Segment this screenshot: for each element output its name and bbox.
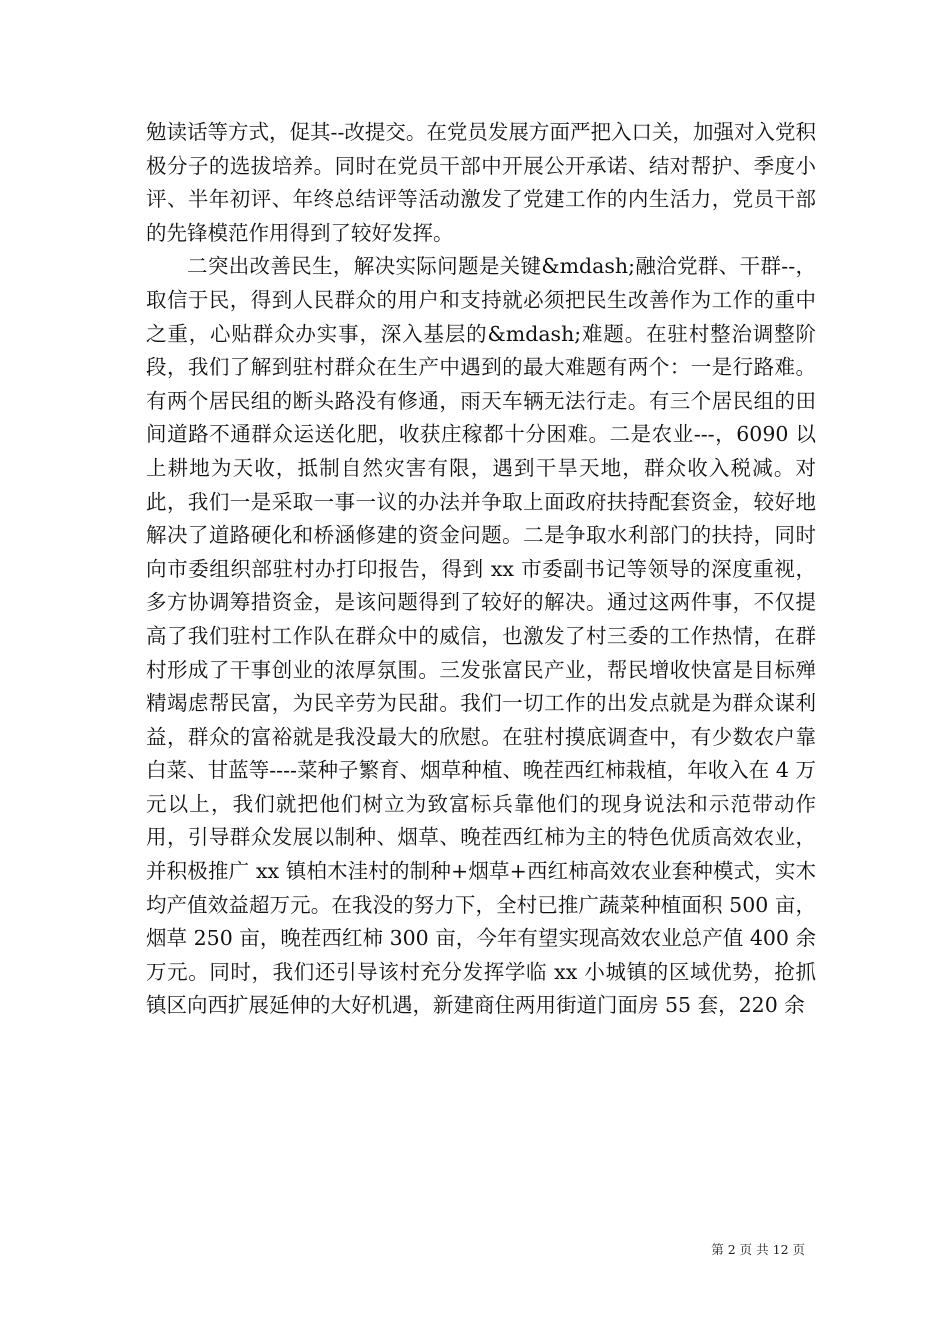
body-text [146,116,816,1023]
paragraph-2: 二突出改善民生，解决实际问题是关键&mdash;融洽党群、干群--，取信于民，得到人民群众的用户和支持就必须把民生改善作为工作的重中之重，心贴群众办实事，深入基层的&mdash;难题。在驻村整治调整阶段，我们了解到驻村群众在生产中遇到的最大难题有两个：一是行路难。有两个居民组的断头路没有修通，雨天车辆无法行走。有三个居民组的田间道路不通群众运送化肥，收获庄稼都十分困难。二是农业---，6090 以上耕地为天收，抵制自然灾害有限，遇到干旱天地，群众收入税减。对此，我们一是采取一事一议的办法并争取上面政府扶持配套资金，较好地解决了道路硬化和桥涵修建的资金问题。二是争取水利部门的扶持，同时向市委组织部驻村办打印报告，得到 xx 市委副书记等领导的深度重视，多方协调筹措资金，是该问题得到了较好的解决。通过这两件事，不仅提高了我们驻村工作队在群众中的威信，也激发了村三委的工作热情，在群村形成了干事创业的浓厚氛围。三发张富民产业，帮民增收快富是目标殚精竭虑帮民富，为民辛劳为民甜。我们一切工作的出发点就是为群众谋利益，群众的富裕就是我没最大的欣慰。在驻村摸底调查中，有少数农户靠白菜、甘蓝等----菜种子繁育、烟草种植、晚茬西红柿栽植，年收入在 4 万元以上，我们就把他们树立为致富标兵靠他们的现身说法和示范带动作用，引导群众发展以制种、烟草、晚茬西红柿为主的特色优质高效农业，并积极推广 xx 镇柏木洼村的制种+烟草+西红柿高效农业套种模式，实木均产值效益超万元。在我没的努力下，全村已推广蔬菜种植面积 500 亩，烟草 250 亩，晚茬西红柿 300 亩，今年有望实现高效农业总产值 400 余万元。同时，我们还引导该村充分发挥学临 xx 小城镇的区域优势，抢抓镇区向西扩展延伸的大好机遇，新建商住两用街道门面房 55 套，220 余 [146,254,816,1018]
page-footer [0,1240,950,1260]
page-number: 第 2 页 共 12 页 [711,1242,805,1257]
paragraph-1: 勉读话等方式，促其--改提交。在党员发展方面严把入口关，加强对入党积极分子的选拔培养。同时在党员干部中开展公开承诺、结对帮护、季度小评、半年初评、年终总结评等活动激发了党建工作的内生活力，党员干部的先锋模范作用得到了较好发挥。 [146,120,816,245]
